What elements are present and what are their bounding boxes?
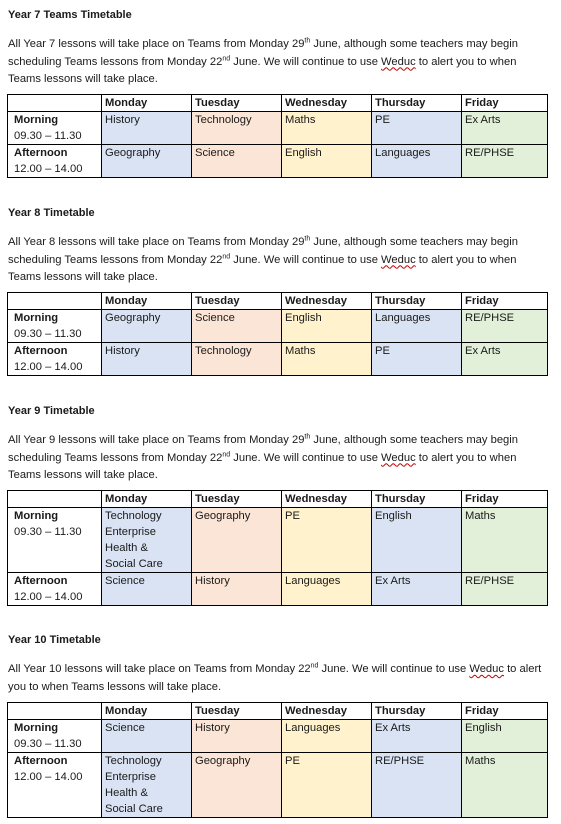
lesson-cell: Ex Arts [372,573,462,606]
lesson-cell: Geography [192,508,282,573]
year9-intro [8,432,548,485]
lesson-cell: PE [372,112,462,145]
lesson-cell: Geography [102,145,192,178]
period-name: Afternoon [14,147,68,159]
year8-intro [8,234,548,287]
year7-heading: Year 7 Teams Timetable [8,9,132,21]
lesson-line: Technology [105,755,162,767]
period-time: 12.00 – 14.00 [14,163,83,175]
year10-heading: Year 10 Timetable [8,634,101,646]
day-header: Thursday [372,491,462,508]
lesson-line: Enterprise [105,526,156,538]
lesson-cell [102,753,192,818]
year7-intro-sup1: th [304,37,311,45]
year9-section [8,404,548,485]
lesson-cell: Science [102,573,192,606]
period-name: Afternoon [14,755,68,767]
year8-timetable [7,292,548,376]
lesson-cell: RE/PHSE [462,145,548,178]
year9-intro-part4: to alert you to when Teams lessons will take place. [8,451,517,481]
lesson-cell: PE [372,343,462,376]
lesson-cell: History [192,573,282,606]
day-header: Thursday [372,293,462,310]
period-cell [8,310,102,343]
morning-row [8,112,548,145]
year8-heading: Year 8 Timetable [8,207,95,219]
year9-intro-sup2: nd [222,450,231,458]
year8-intro-sup2: nd [222,252,231,260]
day-header: Thursday [372,703,462,720]
year10-section [8,633,548,696]
header-row [8,293,548,310]
year8-intro-part2: June, although some teachers may begin scheduling Teams lessons from Monday 22 [8,236,518,266]
year10-intro-part2: June. We will continue to use [318,663,470,675]
lesson-cell: Geography [192,753,282,818]
lesson-cell: History [102,112,192,145]
day-header: Monday [102,703,192,720]
lesson-cell [102,508,192,573]
period-name: Morning [14,312,59,324]
period-name: Afternoon [14,575,68,587]
period-cell [8,145,102,178]
year8-intro-sup1: th [304,235,311,243]
lesson-cell: PE [282,508,372,573]
afternoon-row [8,753,548,818]
year10-intro-part1: All Year 10 lessons will take place on Teams from Monday 22 [8,663,311,675]
day-header: Friday [462,703,548,720]
lesson-cell: Languages [282,720,372,753]
day-header: Monday [102,95,192,112]
lesson-cell: History [192,720,282,753]
morning-row [8,310,548,343]
period-cell [8,112,102,145]
day-header: Wednesday [282,293,372,310]
header-row [8,703,548,720]
year8-intro-part3: June. We will continue to use [230,253,382,266]
year8-intro-part1: All Year 8 lessons will take place on Teams from Monday 29 [8,236,305,248]
period-time: 09.30 – 11.30 [14,130,82,142]
lesson-cell: Maths [282,343,372,376]
afternoon-row [8,145,548,178]
lesson-cell: Maths [462,508,548,573]
year7-weduc: Weduc [381,55,416,68]
period-time: 12.00 – 14.00 [14,591,83,603]
year8-weduc: Weduc [381,253,416,266]
lesson-cell: Geography [102,310,192,343]
year8-intro-part4: to alert you to when Teams lessons will take place. [8,253,517,283]
day-header: Wednesday [282,95,372,112]
lesson-cell: Languages [372,145,462,178]
year9-timetable [7,490,548,606]
period-cell [8,753,102,818]
lesson-cell: Languages [282,573,372,606]
year10-intro-part3: to alert you to when Teams lessons will take place. [8,663,542,693]
period-time: 09.30 – 11.30 [14,738,82,750]
year7-timetable [7,94,548,178]
period-cell [8,508,102,573]
period-name: Morning [14,510,59,522]
period-cell [8,573,102,606]
day-header: Friday [462,95,548,112]
corner-cell [8,491,102,508]
period-name: Afternoon [14,345,68,357]
corner-cell [8,703,102,720]
day-header: Friday [462,293,548,310]
lesson-cell: Technology [192,343,282,376]
period-time: 12.00 – 14.00 [14,361,83,373]
period-name: Morning [14,722,59,734]
period-name: Morning [14,114,59,126]
lesson-cell: English [282,310,372,343]
header-row [8,95,548,112]
corner-cell [8,293,102,310]
year7-section [8,8,548,89]
afternoon-row [8,573,548,606]
lesson-line: Health & [105,542,148,554]
year10-intro-sup1: nd [310,662,319,670]
lesson-cell: English [462,720,548,753]
lesson-line: Health & [105,787,148,799]
lesson-line: Technology [105,510,162,522]
lesson-line: Enterprise [105,771,156,783]
day-header: Friday [462,491,548,508]
period-cell [8,720,102,753]
lesson-cell: History [102,343,192,376]
corner-cell [8,95,102,112]
year9-weduc: Weduc [381,451,416,464]
morning-row [8,508,548,573]
lesson-cell: RE/PHSE [462,573,548,606]
lesson-cell: Ex Arts [462,112,548,145]
year9-intro-sup1: th [304,433,311,441]
year7-intro-sup2: nd [222,54,231,62]
year10-weduc: Weduc [469,663,504,675]
day-header: Wednesday [282,703,372,720]
lesson-cell: Science [192,310,282,343]
day-header: Monday [102,491,192,508]
lesson-cell: Ex Arts [462,343,548,376]
lesson-cell: English [282,145,372,178]
lesson-line: Social Care [105,803,163,815]
year7-intro-part4: to alert you to when Teams lessons will take place. [8,55,517,85]
lesson-cell: PE [282,753,372,818]
year7-intro [8,36,548,89]
day-header: Tuesday [192,491,282,508]
lesson-cell: Languages [372,310,462,343]
period-cell [8,343,102,376]
afternoon-row [8,343,548,376]
period-time: 12.00 – 14.00 [14,771,83,783]
year7-intro-part1: All Year 7 lessons will take place on Teams from Monday 29 [8,38,305,50]
lesson-cell: Science [192,145,282,178]
year10-intro [8,661,548,696]
year9-intro-part3: June. We will continue to use [230,451,382,464]
lesson-cell: English [372,508,462,573]
day-header: Tuesday [192,95,282,112]
day-header: Tuesday [192,293,282,310]
period-time: 09.30 – 11.30 [14,526,82,538]
year10-timetable [7,702,548,818]
year9-heading: Year 9 Timetable [8,405,95,417]
year9-intro-part2: June, although some teachers may begin scheduling Teams lessons from Monday 22 [8,434,518,464]
lesson-line: Social Care [105,558,163,570]
period-time: 09.30 – 11.30 [14,328,82,340]
lesson-cell: Maths [462,753,548,818]
lesson-cell: RE/PHSE [372,753,462,818]
lesson-cell: Ex Arts [372,720,462,753]
day-header: Monday [102,293,192,310]
year8-section [8,206,548,287]
lesson-cell: Science [102,720,192,753]
morning-row [8,720,548,753]
lesson-cell: Technology [192,112,282,145]
day-header: Tuesday [192,703,282,720]
year7-intro-part3: June. We will continue to use [230,55,382,68]
day-header: Wednesday [282,491,372,508]
day-header: Thursday [372,95,462,112]
lesson-cell: Maths [282,112,372,145]
year7-intro-part2: June, although some teachers may begin scheduling Teams lessons from Monday 22 [8,38,518,68]
lesson-cell: RE/PHSE [462,310,548,343]
header-row [8,491,548,508]
year9-intro-part1: All Year 9 lessons will take place on Teams from Monday 29 [8,434,305,446]
